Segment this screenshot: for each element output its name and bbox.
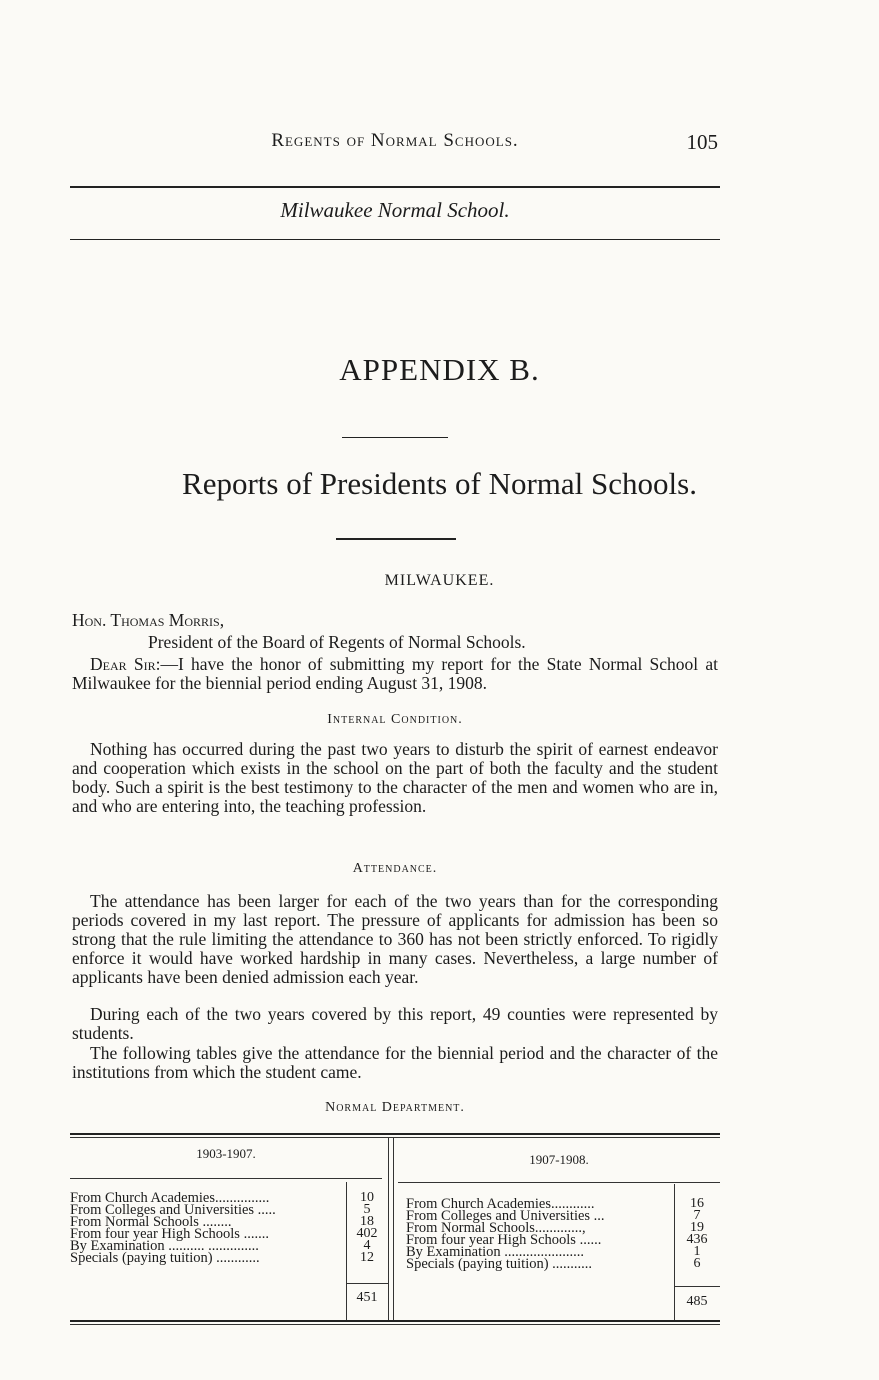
attendance-table <box>70 1126 720 1326</box>
left-row-label: From Church Academies............... <box>70 1190 270 1206</box>
left-row-value: 5 <box>363 1202 371 1217</box>
left-row-label: From Normal Schools ........ <box>70 1214 232 1230</box>
section-rule <box>336 538 456 540</box>
header-rule-bottom <box>70 239 720 240</box>
subhead: Milwaukee Normal School. <box>280 198 510 222</box>
attendance-paragraph-2: During each of the two years covered by this report, 49 counties were represented by students. <box>72 1004 718 1043</box>
header-rule-top <box>70 186 720 188</box>
running-title: Regents of Normal Schools. <box>271 130 519 151</box>
left-row-label: Specials (paying tuition) ............ <box>70 1250 260 1266</box>
right-row-label: From Church Academies............ <box>406 1196 595 1212</box>
right-row-label: From Normal Schools............., <box>406 1220 586 1236</box>
right-row-value: 7 <box>693 1208 701 1223</box>
left-row-value: 10 <box>360 1190 374 1205</box>
table-bottom-rule <box>70 1320 720 1322</box>
opening-paragraph <box>72 655 718 693</box>
table-title: Normal Department. <box>325 1100 465 1115</box>
right-total-rule <box>674 1286 720 1287</box>
right-row-value: 1 <box>693 1244 701 1259</box>
table-top-rule-thin <box>70 1137 720 1138</box>
left-header-rule <box>70 1178 382 1179</box>
table-bottom-rule-thin <box>70 1324 720 1325</box>
right-row-value: 6 <box>693 1256 701 1271</box>
appendix-rule <box>342 437 448 438</box>
center-divider-1 <box>388 1137 389 1320</box>
left-period-header: 1903-1907. <box>196 1146 256 1161</box>
left-row-value: 402 <box>356 1226 378 1241</box>
right-row-label: Specials (paying tuition) ........... <box>406 1256 593 1272</box>
appendix-title: APPENDIX B. <box>339 352 540 387</box>
attendance-paragraph-1: The attendance has been larger for each of the two years than for the corresponding periods covered in my last report. The pressure of applicants for admission has been so strong that the rule limiting the attendance to 360 has not been strictly enforced. To rigidly enforce it would have worked hardship in many cases. Nevertheless, a large number of applicants have been denied admission each year. <box>72 891 718 987</box>
attendance-paragraph-3: The following tables give the attendance for the biennial period and the character of the institutions from which the student came. <box>72 1043 718 1082</box>
right-row-label: From four year High Schools ...... <box>406 1232 602 1248</box>
right-row-value: 19 <box>690 1220 704 1235</box>
right-row-label: By Examination ...................... <box>406 1244 585 1260</box>
center-divider-2 <box>393 1137 394 1320</box>
left-row-value: 18 <box>360 1214 374 1229</box>
right-row-label: From Colleges and Universities ... <box>406 1208 605 1224</box>
left-row-label: From Colleges and Universities ..... <box>70 1202 276 1218</box>
internal-condition-heading: Internal Condition. <box>327 712 463 727</box>
left-row-value: 12 <box>360 1250 374 1265</box>
left-total-rule <box>346 1283 388 1284</box>
section-title: Reports of Presidents of Normal Schools. <box>182 466 697 501</box>
internal-condition-paragraph: Nothing has occurred during the past two years to disturb the spirit of earnest endeavor and cooperation which exists in the school on the part of both the faculty and the student body. Such a spirit is the best testimony to the character of the men and women who are in, and who are entering into, the teaching profession. <box>72 739 718 816</box>
right-row-value: 16 <box>690 1196 704 1211</box>
addressee-name: Hon. Thomas Morris, <box>72 610 225 630</box>
right-row-value: 436 <box>686 1232 708 1247</box>
left-row-label: From four year High Schools ....... <box>70 1226 269 1242</box>
left-row-value: 4 <box>363 1238 371 1253</box>
left-total: 451 <box>356 1290 378 1305</box>
right-total: 485 <box>686 1294 708 1309</box>
city-heading: MILWAUKEE. <box>384 572 495 589</box>
table-top-rule <box>70 1133 720 1135</box>
right-period-header: 1907-1908. <box>529 1152 589 1167</box>
left-row-label: By Examination .......... .............. <box>70 1238 259 1254</box>
opening-text: —I have the honor of submitting my report for the State Normal School at Milwaukee for the biennial period ending August 31, 1908. <box>72 654 719 693</box>
dear-sir: Dear Sir: <box>90 654 161 674</box>
running-head <box>70 130 720 160</box>
attendance-heading: Attendance. <box>352 861 438 876</box>
addressee-title: President of the Board of Regents of Normal Schools. <box>148 632 526 652</box>
page-number: 105 <box>686 130 718 154</box>
addressee <box>72 611 718 630</box>
right-header-rule <box>398 1182 720 1183</box>
